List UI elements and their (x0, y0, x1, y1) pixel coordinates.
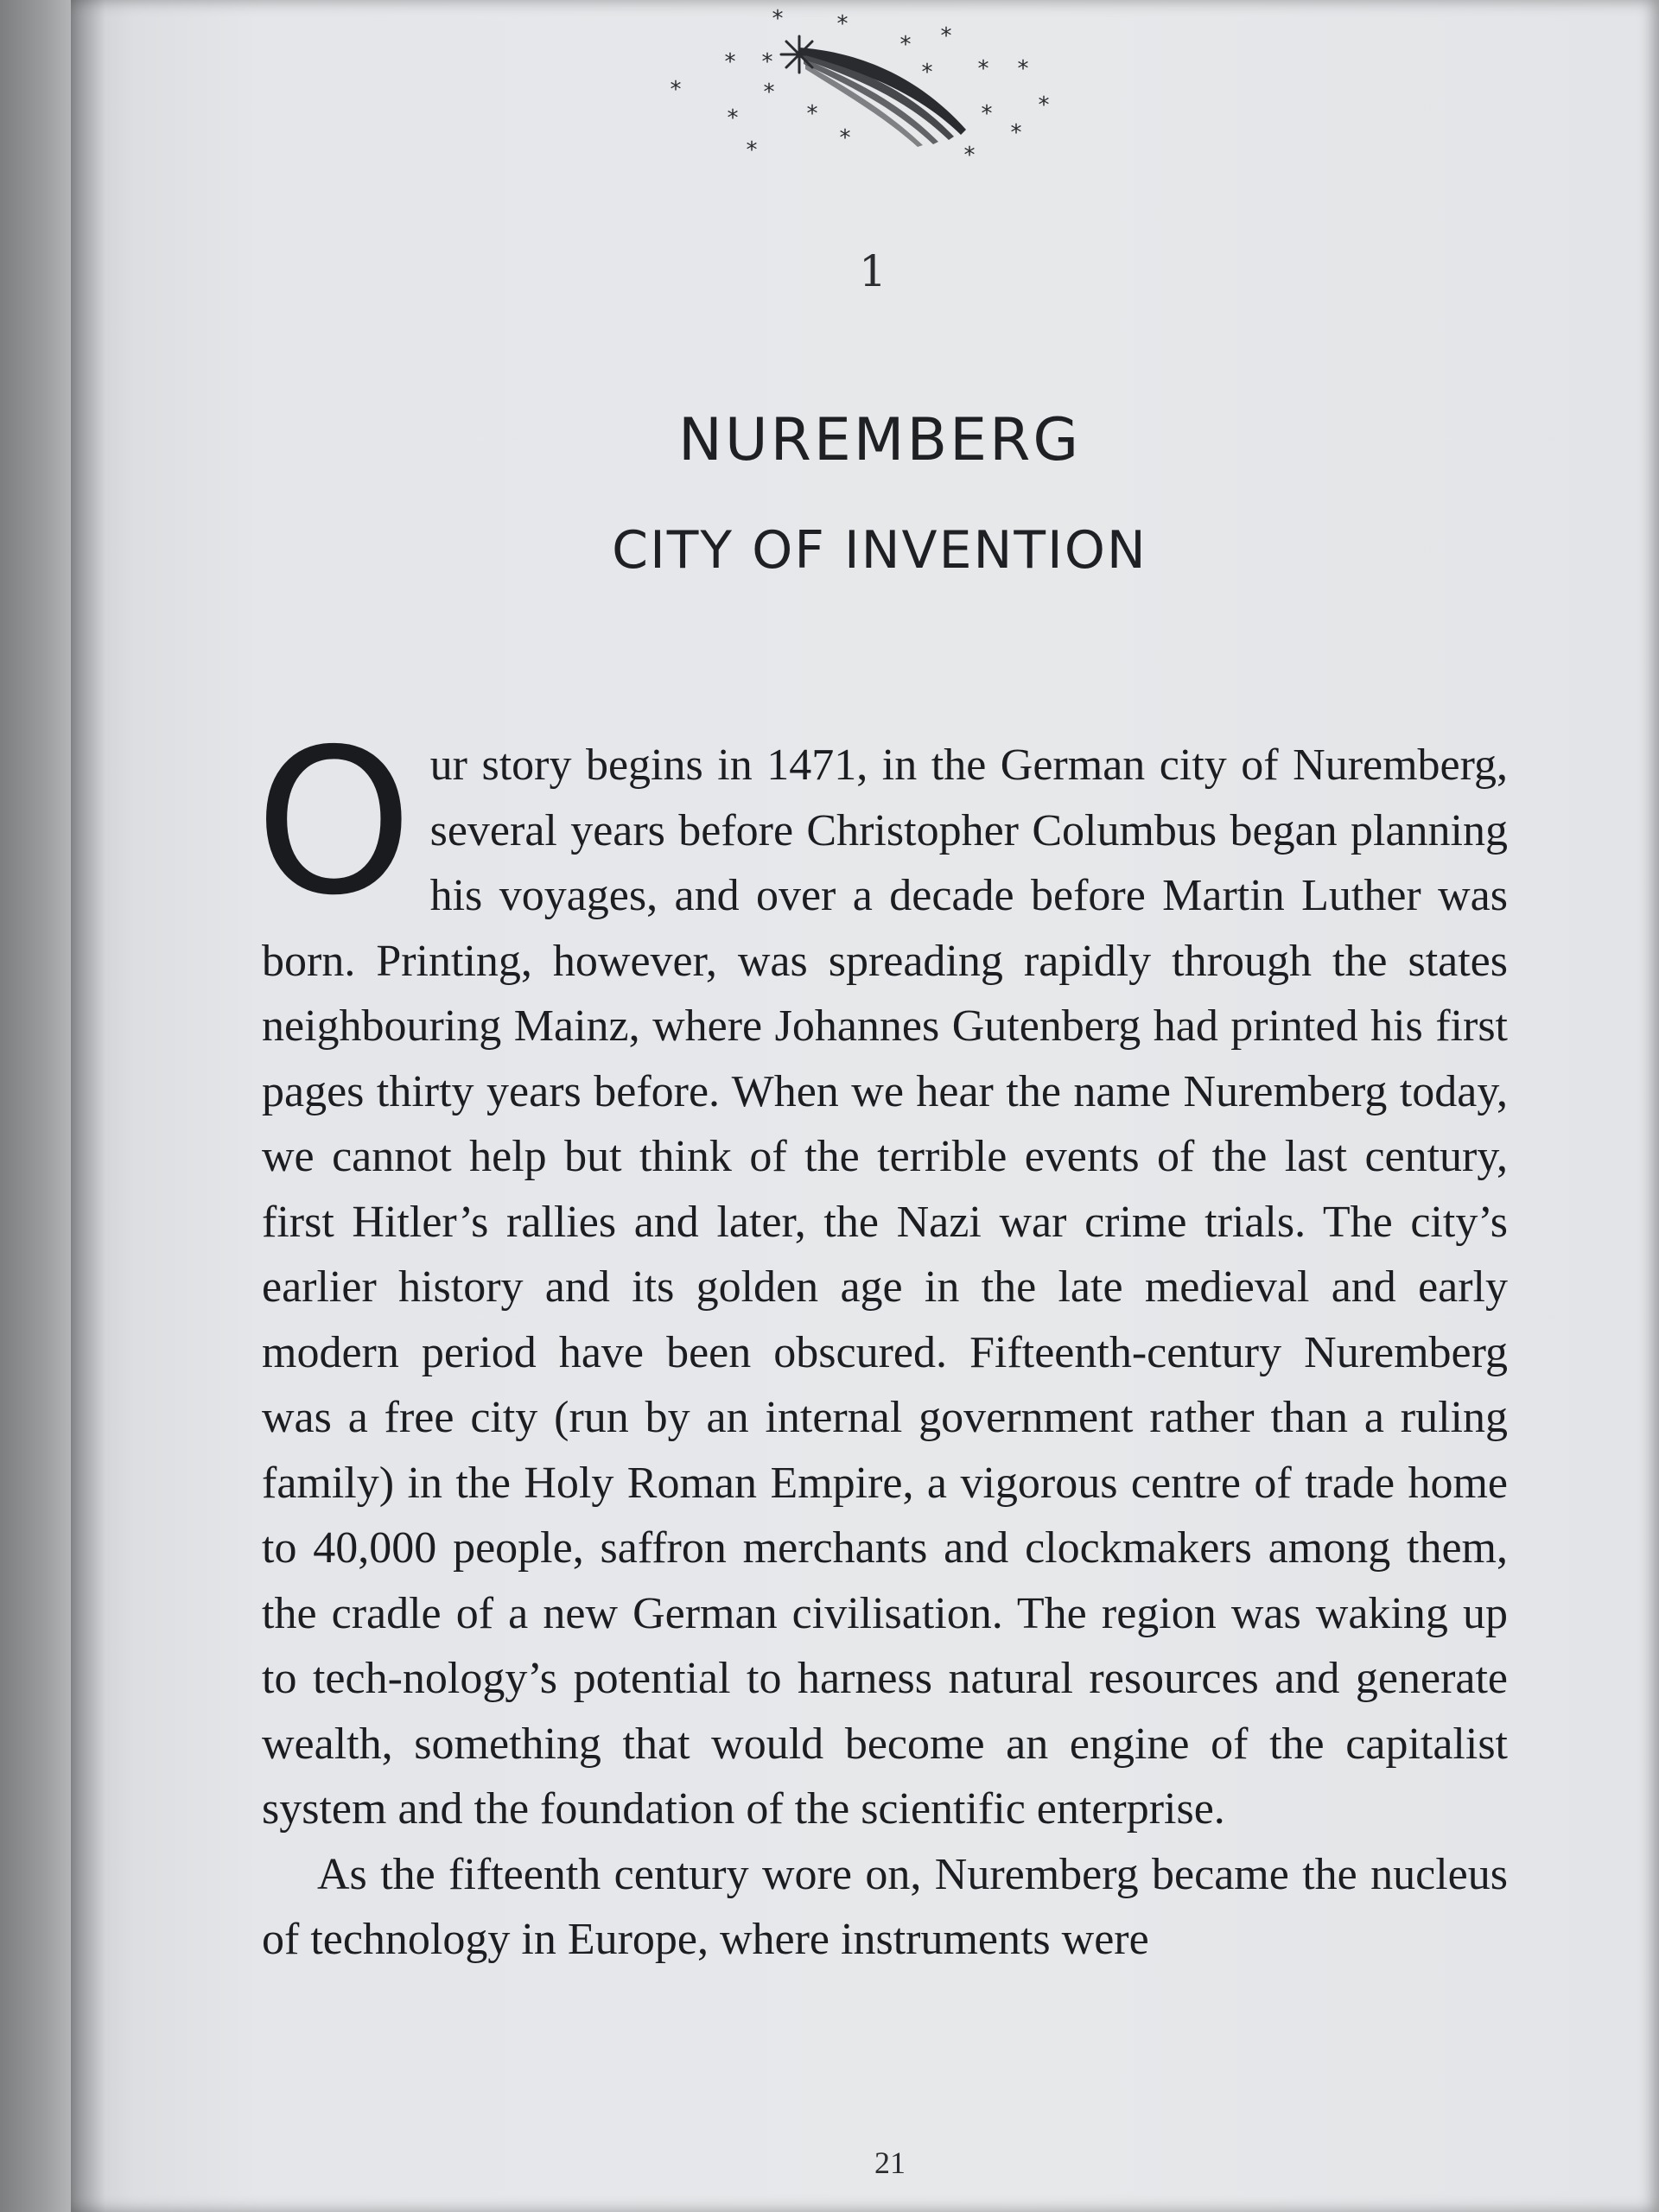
svg-text:*: * (981, 101, 993, 127)
svg-text:*: * (763, 79, 775, 105)
svg-text:*: * (1038, 92, 1050, 118)
body-text (255, 706, 1508, 1973)
svg-text:*: * (921, 60, 933, 86)
svg-text:*: * (1010, 120, 1022, 146)
svg-text:*: * (724, 49, 736, 75)
svg-text:*: * (727, 105, 739, 131)
paragraph-1 (255, 706, 1508, 1842)
svg-text:*: * (1017, 56, 1029, 82)
page-fold-shadow (71, 0, 105, 2212)
svg-text:*: * (746, 137, 758, 163)
page-number: 21 (874, 2145, 906, 2180)
svg-text:*: * (977, 56, 989, 82)
drop-cap: O (255, 706, 413, 939)
svg-text:*: * (899, 32, 912, 58)
shooting-star-icon (657, 0, 1106, 173)
svg-text:*: * (836, 11, 849, 37)
svg-text:*: * (963, 143, 976, 168)
chapter-subtitle: CITY OF INVENTION (612, 520, 1147, 581)
chapter-number: 1 (859, 246, 887, 296)
paragraph-1-text: ur story begins in 1471, in the German city of Nuremberg, several years before Christopher Columbus began planning his voyages, and over a decade before Martin Luther was born. Printing, however, was spreading rapidly through the states neighbouring Mainz, where Johannes Gutenberg had printed his first pages thirty years before. When we hear the name Nuremberg today, we cannot help but think of the terrible events of the last century, first Hitler’s rallies and later, the Nazi war crime trials. The city’s earlier history and its golden age in the late medieval and early modern period have been obscured. Fifteenth-century Nuremberg was a free city (run by an internal government rather than a ruling family) in the Holy Roman Empire, a vigorous centre of trade home to 40,000 people, saffron merchants and clockmakers among them, the cradle of a new German civilisation. The region was waking up to tech-nology’s potential to harness natural resources and generate wealth, something that would become an engine of the capitalist system and the foundation of the scientific enterprise. (262, 741, 1508, 1834)
svg-text:*: * (940, 23, 952, 49)
svg-text:*: * (839, 125, 851, 151)
svg-text:*: * (670, 77, 682, 103)
svg-text:*: * (761, 49, 773, 75)
svg-text:*: * (806, 101, 818, 127)
paragraph-2: As the fifteenth century wore on, Nuremberg became the nucleus of technology in Europe, where instruments were (262, 1849, 1508, 1964)
chapter-title: NUREMBERG (677, 406, 1082, 474)
svg-text:*: * (772, 6, 784, 32)
